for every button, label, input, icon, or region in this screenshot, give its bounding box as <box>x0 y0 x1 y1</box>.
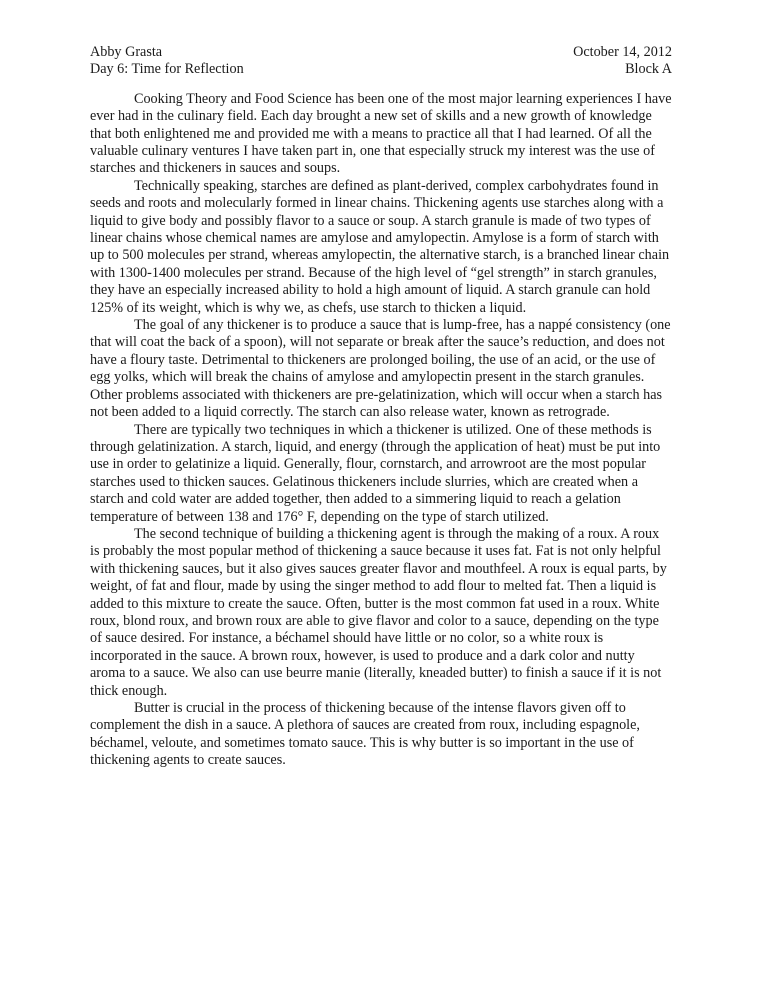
paragraph: Butter is crucial in the process of thickening because of the intense flavors given off to complement the dish in a sauce. A plethora of sauces are created from roux, including espagnole, béchamel, veloute, and sometimes tomato sauce. This is why butter is so important in the use of thickening agents to create sauces. <box>90 700 640 769</box>
essay-body <box>90 91 672 770</box>
paragraph: The second technique of building a thickening agent is through the making of a roux. A roux is probably the most popular method of thickening a sauce because it uses fat. Fat is not only helpful with thickening sauces, but it also gives sauces greater flavor and mouthfeel. A roux is equal parts, by weight, of fat and flour, made by using the singer method to add flour to melted fat. Then a liquid is added to this mixture to create the sauce. Often, butter is the most common fat used in a roux. White roux, blond roux, and brown roux are able to give flavor and color to a sauce, depending on the type of sauce desired. For instance, a béchamel should have little or no color, so a white roux is incorporated in the sauce. A brown roux, however, is used to produce and a dark color and nutty aroma to a sauce. We also can use beurre manie (literally, kneaded butter) to finish a sauce if it is not thick enough. <box>90 525 667 699</box>
document-page <box>90 44 672 770</box>
paragraph: Technically speaking, starches are defined as plant-derived, complex carbohydrates found in seeds and roots and molecularly formed in linear chains. Thickening agents use starches along with a liquid to give body and possibly flavor to a sauce or soup. A starch granule is made of two types of linear chains whose chemical names are amylose and amylopectin. Amylose is a form of starch with up to 500 molecules per strand, whereas amylopectin, the alternative starch, is a branched linear chain with 1300-1400 molecules per strand. Because of the high level of “gel strength” in starch granules, they have an especially increased ability to hold a high amount of liquid. A starch granule can hold 125% of its weight, which is why we, as chefs, use starch to thicken a liquid. <box>90 177 670 316</box>
assignment-title: Day 6: Time for Reflection <box>90 61 244 78</box>
header-row-1 <box>90 44 672 61</box>
header-row-2 <box>90 61 672 78</box>
date: October 14, 2012 <box>573 44 672 60</box>
paragraph: Cooking Theory and Food Science has been one of the most major learning experiences I have ever had in the culinary field. Each day brought a new set of skills and a new growth of knowledge that both enlightened me and provided me with a means to practice all that I had learned. Of all the valuable culinary ventures I have taken part in, one that especially struck my interest was the use of starches and thickeners in sauces and soups. <box>90 90 672 177</box>
paragraph: The goal of any thickener is to produce a sauce that is lump-free, has a nappé consistency (one that will coat the back of a spoon), will not separate or break after the sauce’s reduction, and does not have a floury taste. Detrimental to thickeners are prolonged boiling, the use of an acid, or the use of egg yolks, which will break the chains of amylose and amylopectin present in the starch granules. Other problems associated with thickeners are pre-gelatinization, which will occur when a starch has not been added to a liquid correctly. The starch can also release water, known as retrograde. <box>90 317 671 421</box>
block-label: Block A <box>625 61 672 78</box>
paragraph: There are typically two techniques in which a thickener is utilized. One of these methods is through gelatinization. A starch, liquid, and energy (through the application of heat) must be put into use in order to gelatinize a liquid. Generally, flour, cornstarch, and arrowroot are the most popular starches used to thicken sauces. Gelatinous thickeners include slurries, which are created when a starch and cold water are added together, then added to a simmering liquid to reach a gelation temperature of between 138 and 176° F, depending on the type of starch utilized. <box>90 421 661 525</box>
author-name: Abby Grasta <box>90 44 163 60</box>
document-header <box>90 44 672 79</box>
